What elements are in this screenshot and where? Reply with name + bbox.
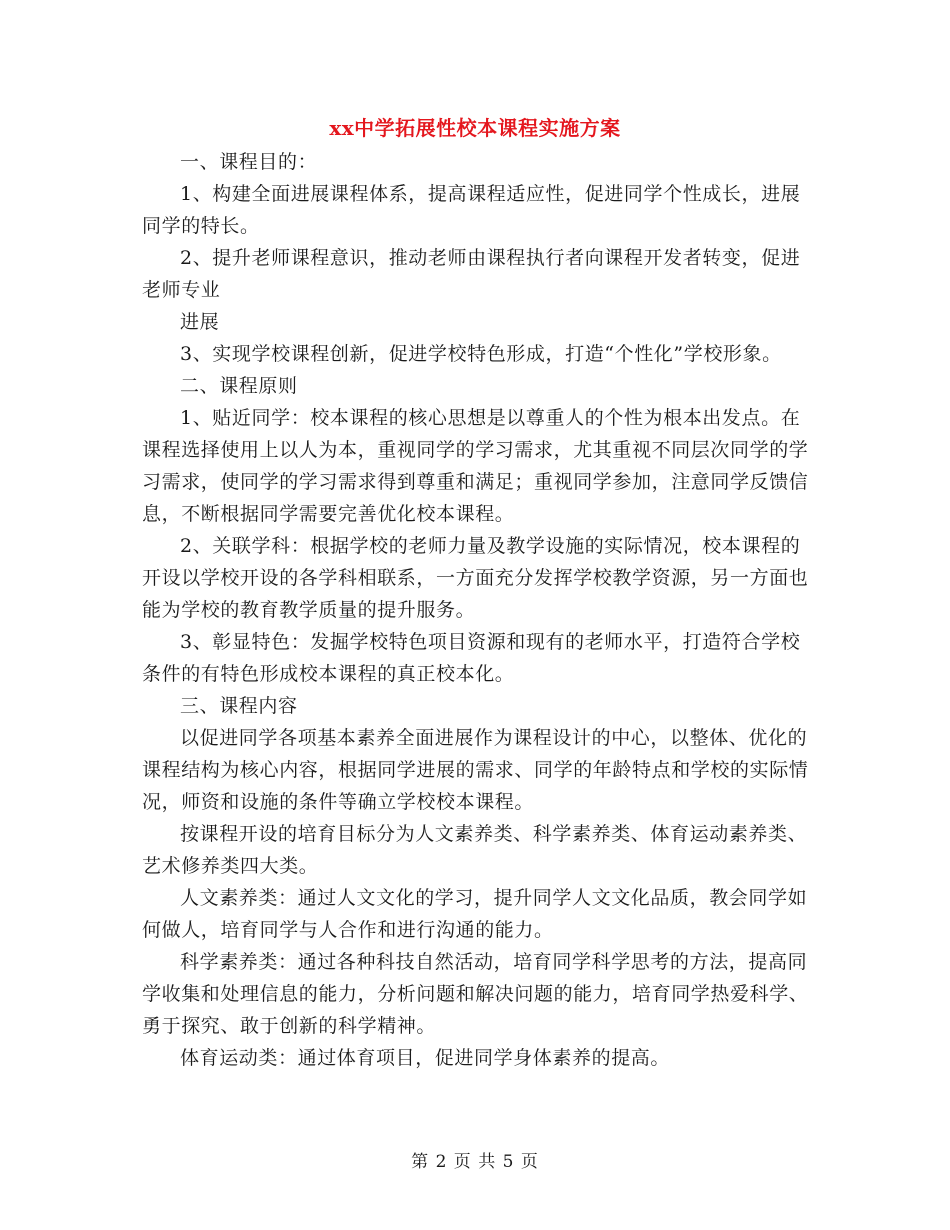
footer-suffix: 页 [520, 1152, 539, 1172]
page-footer [0, 1150, 950, 1174]
paragraph: 体育运动类：通过体育项目，促进同学身体素养的提高。 [180, 1047, 671, 1069]
paragraph: 1、贴近同学：校本课程的核心思想是以尊重人的个性为根本出发点。在课程选择使用上以人为本，重视同学的学习需求，尤其重视不同层次同学的学习需求，使同学的学习需求得到尊重和满足；重视同学参加，注意同学反馈信息，不断根据同学需要完善优化校本课程。 [142, 407, 809, 525]
heading-course-principles: 二、课程原则 [180, 375, 298, 397]
paragraph: 3、彰显特色：发掘学校特色项目资源和现有的老师水平，打造符合学校条件的有特色形成校本课程的真正校本化。 [142, 631, 801, 685]
footer-page-number: 2 [435, 1152, 448, 1172]
footer-prefix: 第 [411, 1152, 430, 1172]
footer-total-pages: 5 [502, 1152, 515, 1172]
paragraph: 人文素养类：通过人文文化的学习，提升同学人文文化品质，教会同学如何做人，培育同学与人合作和进行沟通的能力。 [142, 887, 808, 941]
paragraph: 科学素养类：通过各种科技自然活动，培育同学科学思考的方法，提高同学收集和处理信息的能力，分析问题和解决问题的能力，培育同学热爱科学、勇于探究、敢于创新的科学精神。 [142, 951, 809, 1037]
document-body [142, 146, 812, 1074]
document-title: xx中学拓展性校本课程实施方案 [329, 116, 621, 140]
footer-middle: 页 共 [453, 1152, 497, 1172]
paragraph: 以促进同学各项基本素养全面进展作为课程设计的中心，以整体、优化的课程结构为核心内容，根据同学进展的需求、同学的年龄特点和学校的实际情况，师资和设施的条件等确立学校校本课程。 [142, 727, 809, 813]
paragraph: 2、提升老师课程意识，推动老师由课程执行者向课程开发者转变，促进老师专业 [142, 247, 801, 301]
heading-course-content: 三、课程内容 [180, 695, 298, 717]
paragraph: 2、关联学科：根据学校的老师力量及教学设施的实际情况，校本课程的开设以学校开设的各学科相联系，一方面充分发挥学校教学资源，另一方面也能为学校的教育教学质量的提升服务。 [142, 535, 809, 621]
paragraph: 3、实现学校课程创新，促进学校特色形成，打造“个性化”学校形象。 [180, 343, 782, 365]
paragraph: 进展 [180, 311, 220, 333]
paragraph: 按课程开设的培育目标分为人文素养类、科学素养类、体育运动素养类、艺术修养类四大类。 [142, 823, 808, 877]
paragraph: 1、构建全面进展课程体系，提高课程适应性，促进同学个性成长，进展同学的特长。 [142, 183, 801, 237]
heading-course-purpose: 一、课程目的： [180, 151, 318, 173]
